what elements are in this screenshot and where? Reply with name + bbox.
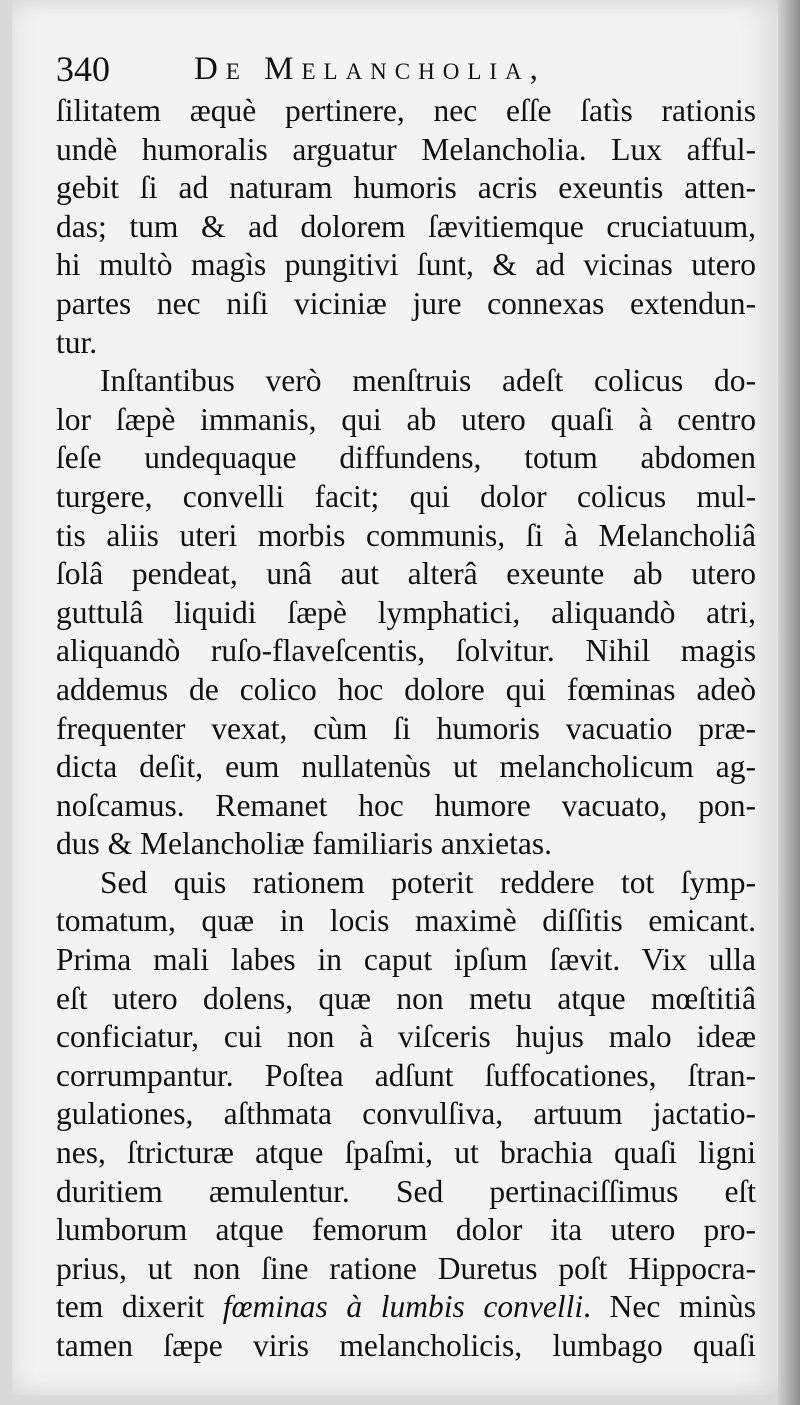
text-line: lumborum atque femorum dolor ita utero pro- [56, 1212, 756, 1248]
text-line: gulationes, aſthmata convulſiva, artuum jactatio- [56, 1096, 756, 1132]
text-line: ſilitatem æquè pertinere, nec eſſe ſatìs rationis [56, 93, 756, 128]
text-line: nes, ſtricturæ atque ſpaſmi, ut brachia quaſi ligni [56, 1135, 756, 1171]
text-line: partes nec niſi viciniæ jure connexas extendun- [56, 285, 756, 321]
text-line: Inſtantibus verò menſtruis adeſt colicus do- [100, 363, 756, 399]
text-line: duritiem æmulentur. Sed pertinaciſſimus eſt [56, 1173, 756, 1209]
page-header [56, 46, 756, 92]
text-line: aliquandò ruſo-flaveſcentis, ſolvitur. Nihil magis [56, 633, 756, 669]
text-line: eſt utero dolens, quæ non metu atque mœſtitiâ [56, 980, 756, 1016]
text-segment: . Nec minùs [583, 1289, 756, 1325]
text-line: frequenter vexat, cùm ſi humoris vacuatio præ- [56, 710, 756, 746]
text-line: guttulâ liquidi ſæpè lymphatici, aliquandò atri, [56, 594, 756, 630]
text-line: Prima mali labes in caput ipſum ſævit. Vix ulla [56, 942, 756, 978]
text-line: prius, ut non ſine ratione Duretus poſt Hippocra- [56, 1250, 756, 1286]
text-line: corrumpantur. Poſtea adſunt ſuffocationes, ſtran- [56, 1057, 756, 1093]
running-title: De Melancholia, [194, 51, 546, 87]
text-line: tamen ſæpe viris melancholicis, lumbago quaſi [56, 1328, 756, 1363]
text-line: ſeſe undequaque diffundens, totum abdomen [56, 440, 756, 476]
page-number: 340 [56, 49, 110, 89]
text-line: das; tum & ad dolorem ſævitiemque cruciatuum, [56, 208, 756, 244]
text-line: noſcamus. Remanet hoc humore vacuato, pon- [56, 787, 756, 823]
text-line: tomatum, quæ in locis maximè diſſitis emicant. [56, 903, 756, 939]
book-page [12, 0, 784, 1395]
text-line: turgere, convelli facit; qui dolor colicus mul- [56, 478, 756, 514]
text-line: addemus de colico hoc dolore qui fœminas adeò [56, 671, 756, 707]
body-text [56, 92, 756, 1366]
text-line: dicta deſit, eum nullatenùs ut melancholicum ag- [56, 749, 756, 785]
page-edge-shadow [778, 0, 800, 1405]
italic-phrase: fœminas à lumbis convelli [222, 1289, 584, 1325]
text-line: dus & Melancholiæ familiaris anxietas. [56, 826, 553, 862]
text-line: Sed quis rationem poterit reddere tot ſymp- [100, 864, 756, 900]
text-line: tur. [56, 324, 98, 360]
text-line: tis aliis uteri morbis communis, ſi à Melancholiâ [56, 517, 756, 553]
text-line: undè humoralis arguatur Melancholia. Lux afful- [56, 131, 756, 167]
text-line: conficiatur, cui non à viſceris hujus malo ideæ [56, 1019, 756, 1055]
text-line: lor ſæpè immanis, qui ab utero quaſi à centro [56, 401, 756, 437]
text-segment: tem dixerit [56, 1289, 223, 1325]
text-line [56, 1288, 756, 1327]
text-line: gebit ſi ad naturam humoris acris exeuntis atten- [56, 170, 756, 206]
text-line: ſolâ pendeat, unâ aut alterâ exeunte ab utero [56, 556, 756, 592]
text-line: hi multò magìs pungitivi ſunt, & ad vicinas utero [56, 247, 756, 283]
